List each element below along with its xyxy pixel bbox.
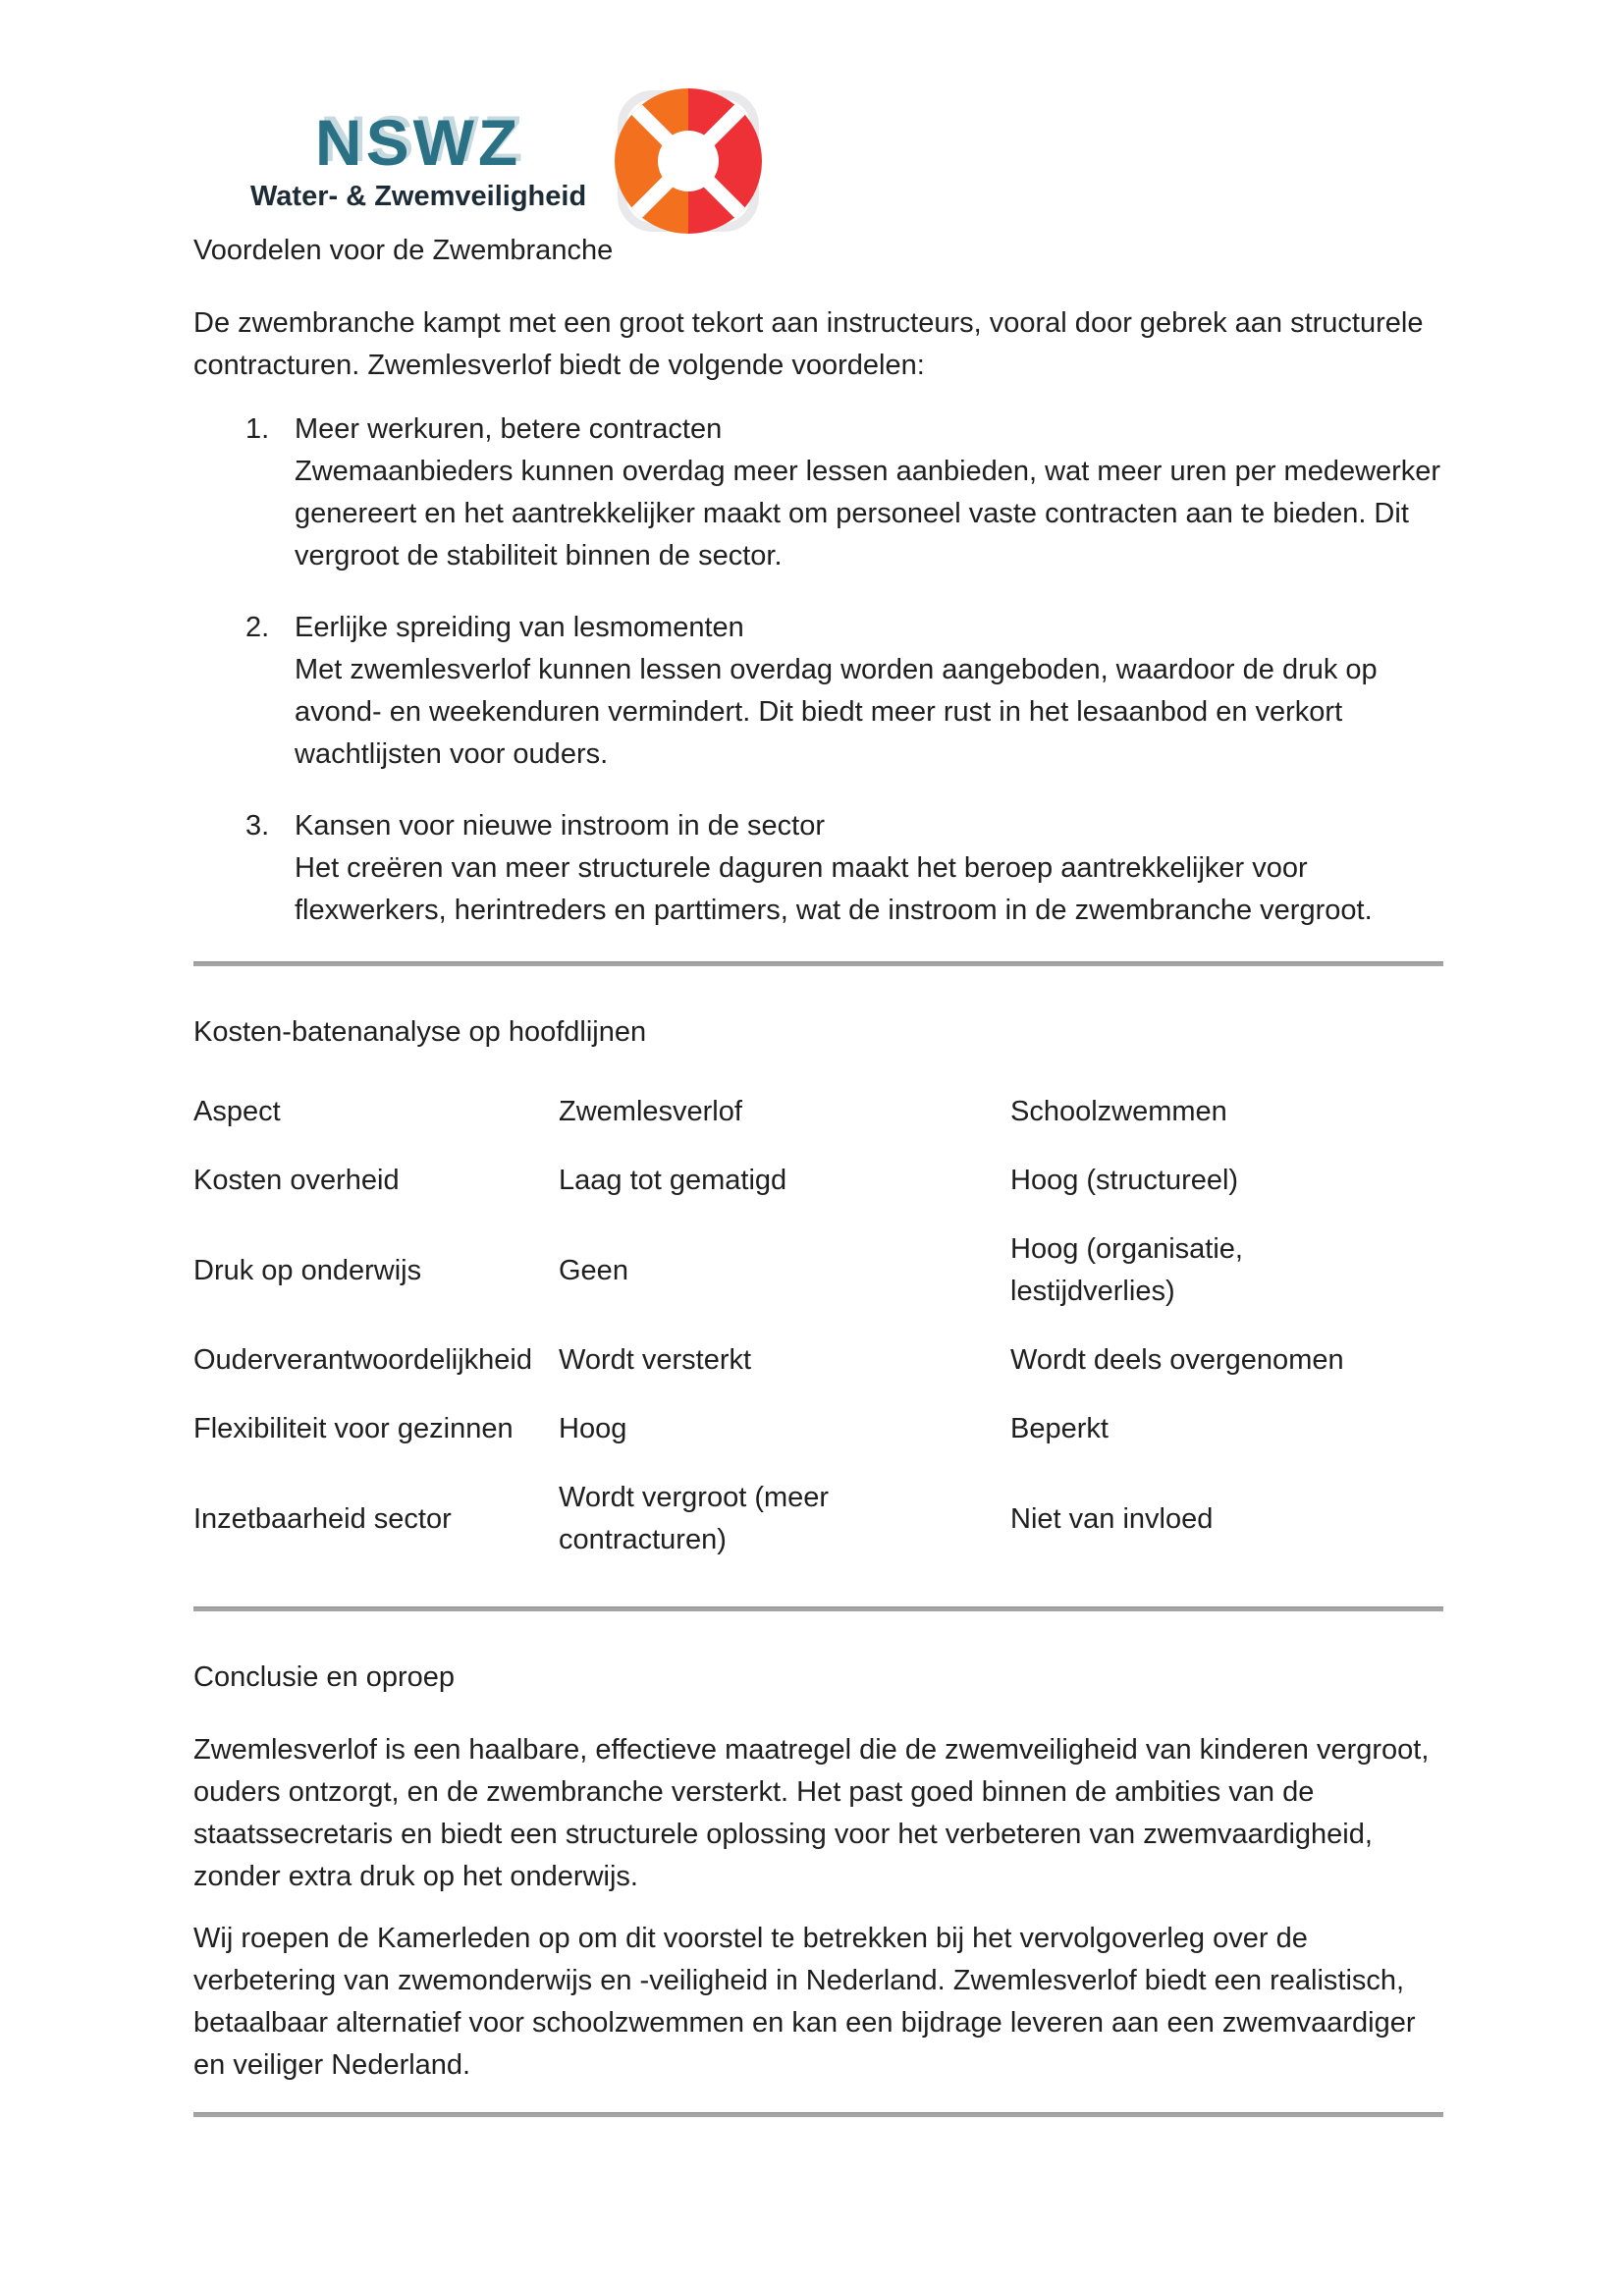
benefits-list bbox=[193, 408, 1443, 932]
page-title: Voordelen voor de Zwembranche bbox=[193, 235, 614, 266]
list-item-body: Het creëren van meer structurele daguren maakt het beroep aantrekkelijker voor flexwerkers, herintreders en parttimers, wat de instroom in de zwembranche vergroot. bbox=[295, 852, 1373, 926]
list-item-heading: Meer werkuren, betere contracten bbox=[295, 413, 723, 445]
list-item-text bbox=[295, 408, 1443, 577]
table-cell: Wordt vergroot (meer contracturen) bbox=[559, 1482, 830, 1555]
table-header-zwemlesverlof: Zwemlesverlof bbox=[559, 1096, 742, 1127]
list-item bbox=[193, 805, 1443, 932]
cost-benefit-table bbox=[193, 1091, 1443, 1561]
table-cell: Hoog bbox=[559, 1413, 627, 1444]
table-row bbox=[193, 1477, 1443, 1561]
table-cell: Kosten overheid bbox=[193, 1165, 400, 1196]
list-item-number: 2. bbox=[245, 612, 270, 643]
table-row bbox=[193, 1339, 1443, 1382]
table-cell: Druk op onderwijs bbox=[193, 1254, 422, 1286]
table-cell: Laag tot gematigd bbox=[559, 1165, 787, 1196]
list-item-body: Zwemaanbieders kunnen overdag meer lessen aanbieden, wat meer uren per medewerker genereert en het aantrekkelijker maakt om personeel vaste contracten aan te bieden. Dit vergroot de stabiliteit binnen de sector. bbox=[295, 456, 1441, 571]
table-cell: Ouderverantwoordelijkheid bbox=[193, 1344, 532, 1376]
conclusion-heading: Conclusie en oproep bbox=[193, 1661, 456, 1693]
section-divider bbox=[193, 2112, 1443, 2117]
table-cell: Geen bbox=[559, 1254, 628, 1286]
table-cell: Hoog (structureel) bbox=[1010, 1165, 1239, 1196]
list-item-heading: Eerlijke spreiding van lesmomenten bbox=[295, 612, 744, 643]
section-divider bbox=[193, 961, 1443, 966]
list-item-body: Met zwemlesverlof kunnen lessen overdag worden aangeboden, waardoor de druk op avond- en weekenduren vermindert. Dit biedt meer rust in het lesaanbod en verkort wachtlijsten voor ouders. bbox=[295, 654, 1378, 770]
list-item-number: 3. bbox=[245, 810, 270, 842]
nswz-logo-text bbox=[250, 105, 587, 213]
table-cell: Hoog (organisatie, lestijdverlies) bbox=[1010, 1233, 1243, 1307]
table-row bbox=[193, 1160, 1443, 1202]
list-item-text bbox=[295, 805, 1443, 932]
lifebuoy-icon bbox=[612, 86, 765, 236]
list-item bbox=[193, 607, 1443, 776]
table-cell: Flexibiliteit voor gezinnen bbox=[193, 1413, 514, 1444]
nswz-logo bbox=[250, 94, 1443, 228]
table-row bbox=[193, 1228, 1443, 1313]
list-item-heading: Kansen voor nieuwe instroom in de sector bbox=[295, 810, 826, 842]
table-cell: Inzetbaarheid sector bbox=[193, 1502, 452, 1535]
table-row bbox=[193, 1408, 1443, 1450]
section-divider bbox=[193, 1606, 1443, 1611]
table-header-row bbox=[193, 1091, 1443, 1133]
table-cell: Niet van invloed bbox=[1010, 1502, 1214, 1535]
conclusion-paragraph: Wij roepen de Kamerleden op om dit voorstel te betrekken bij het vervolgoverleg over de verbetering van zwemonderwijs en -veiligheid in Nederland. Zwemlesverlof biedt een realistisch, betaalbaar alternatief voor schoolzwemmen en kan een bijdrage leveren aan een zwemvaardiger en veiliger Nederland. bbox=[193, 1923, 1416, 2081]
nswz-logo-acronym: NSWZ bbox=[314, 105, 522, 179]
analysis-heading: Kosten-batenanalyse op hoofdlijnen bbox=[193, 1016, 647, 1048]
nswz-logo-subtitle: Water- & Zwemveiligheid bbox=[250, 180, 587, 212]
lifebuoy-center-hole bbox=[658, 131, 719, 191]
table-header-aspect: Aspect bbox=[193, 1096, 281, 1127]
list-item bbox=[193, 408, 1443, 577]
table-header-schoolzwemmen: Schoolzwemmen bbox=[1010, 1096, 1227, 1127]
table-cell: Beperkt bbox=[1010, 1413, 1109, 1444]
table-cell: Wordt deels overgenomen bbox=[1010, 1344, 1344, 1376]
list-item-text bbox=[295, 607, 1443, 776]
conclusion-paragraph: Zwemlesverlof is een haalbare, effectieve maatregel die de zwemveiligheid van kinderen vergroot, ouders ontzorgt, en de zwembranche versterkt. Het past goed binnen de ambities van de staatssecretaris en biedt een structurele oplossing voor het verbeteren van zwemvaardigheid, zonder extra druk op het onderwijs. bbox=[193, 1734, 1430, 1892]
intro-paragraph: De zwembranche kampt met een groot tekort aan instructeurs, vooral door gebrek aan structurele contracturen. Zwemlesverlof biedt de volgende voordelen: bbox=[193, 307, 1424, 381]
list-item-number: 1. bbox=[245, 413, 270, 445]
table-cell: Wordt versterkt bbox=[559, 1344, 752, 1376]
